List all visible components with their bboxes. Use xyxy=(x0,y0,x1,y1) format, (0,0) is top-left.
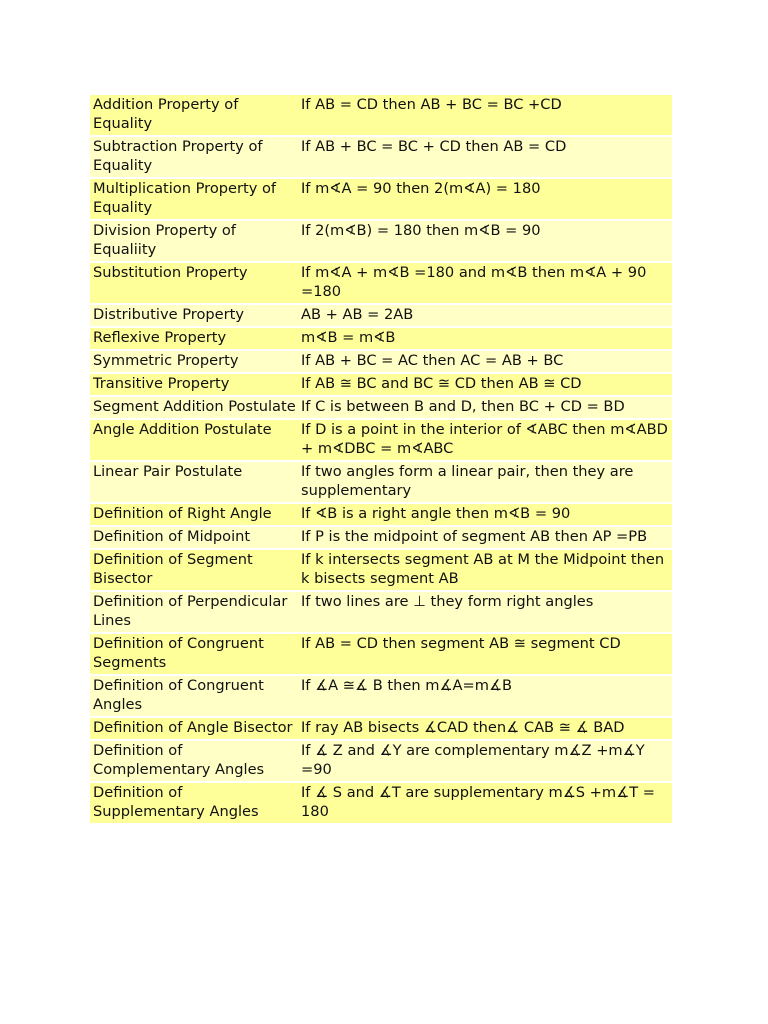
table-row xyxy=(90,504,672,525)
property-name-cell: Definition of Perpendicular Lines xyxy=(90,592,298,632)
property-name-cell: Definition of Supplementary Angles xyxy=(90,783,298,823)
property-name-cell: Definition of Congruent Segments xyxy=(90,634,298,674)
property-statement-cell: If m∢A = 90 then 2(m∢A) = 180 xyxy=(298,179,672,219)
property-name-cell: Multiplication Property of Equality xyxy=(90,179,298,219)
property-statement-cell: If AB = CD then segment AB ≅ segment CD xyxy=(298,634,672,674)
table-row xyxy=(90,263,672,303)
property-name-cell: Definition of Complementary Angles xyxy=(90,741,298,781)
table-row xyxy=(90,397,672,418)
table-row xyxy=(90,741,672,781)
property-statement-cell: If ∢B is a right angle then m∢B = 90 xyxy=(298,504,672,525)
property-statement-cell: If m∢A + m∢B =180 and m∢B then m∢A + 90 =180 xyxy=(298,263,672,303)
table-row xyxy=(90,137,672,177)
property-name-cell: Angle Addition Postulate xyxy=(90,420,298,460)
property-statement-cell: If ∡A ≅∡ B then m∡A=m∡B xyxy=(298,676,672,716)
property-name-cell: Definition of Congruent Angles xyxy=(90,676,298,716)
table-row xyxy=(90,351,672,372)
table-row xyxy=(90,95,672,135)
geometry-properties-table xyxy=(90,93,672,825)
property-name-cell: Division Property of Equaliity xyxy=(90,221,298,261)
table-row xyxy=(90,783,672,823)
property-name-cell: Definition of Right Angle xyxy=(90,504,298,525)
property-statement-cell: If two angles form a linear pair, then they are supplementary xyxy=(298,462,672,502)
property-statement-cell: m∢B = m∢B xyxy=(298,328,672,349)
property-name-cell: Addition Property of Equality xyxy=(90,95,298,135)
property-name-cell: Transitive Property xyxy=(90,374,298,395)
property-statement-cell: If D is a point in the interior of ∢ABC then m∢ABD + m∢DBC = m∢ABC xyxy=(298,420,672,460)
property-name-cell: Symmetric Property xyxy=(90,351,298,372)
property-name-cell: Reflexive Property xyxy=(90,328,298,349)
property-statement-cell: If 2(m∢B) = 180 then m∢B = 90 xyxy=(298,221,672,261)
table-row xyxy=(90,718,672,739)
table-row xyxy=(90,550,672,590)
property-statement-cell: If AB ≅ BC and BC ≅ CD then AB ≅ CD xyxy=(298,374,672,395)
table-row xyxy=(90,420,672,460)
table-row xyxy=(90,634,672,674)
table-row xyxy=(90,374,672,395)
table-row xyxy=(90,221,672,261)
property-statement-cell: If P is the midpoint of segment AB then AP =PB xyxy=(298,527,672,548)
property-statement-cell: If ray AB bisects ∡CAD then∡ CAB ≅ ∡ BAD xyxy=(298,718,672,739)
property-name-cell: Definition of Midpoint xyxy=(90,527,298,548)
table-row xyxy=(90,305,672,326)
table-row xyxy=(90,462,672,502)
property-statement-cell: If ∡ Z and ∡Y are complementary m∡Z +m∡Y =90 xyxy=(298,741,672,781)
property-name-cell: Substitution Property xyxy=(90,263,298,303)
table-row xyxy=(90,592,672,632)
property-name-cell: Definition of Segment Bisector xyxy=(90,550,298,590)
property-statement-cell: If k intersects segment AB at M the Midpoint then k bisects segment AB xyxy=(298,550,672,590)
property-statement-cell: If AB + BC = BC + CD then AB = CD xyxy=(298,137,672,177)
property-name-cell: Linear Pair Postulate xyxy=(90,462,298,502)
property-statement-cell: AB + AB = 2AB xyxy=(298,305,672,326)
table-row xyxy=(90,179,672,219)
property-name-cell: Subtraction Property of Equality xyxy=(90,137,298,177)
property-statement-cell: If AB = CD then AB + BC = BC +CD xyxy=(298,95,672,135)
table-row xyxy=(90,676,672,716)
property-name-cell: Segment Addition Postulate xyxy=(90,397,298,418)
table-row xyxy=(90,328,672,349)
property-statement-cell: If AB + BC = AC then AC = AB + BC xyxy=(298,351,672,372)
property-statement-cell: If C is between B and D, then BC + CD = BD xyxy=(298,397,672,418)
property-statement-cell: If ∡ S and ∡T are supplementary m∡S +m∡T = 180 xyxy=(298,783,672,823)
table-row xyxy=(90,527,672,548)
property-name-cell: Definition of Angle Bisector xyxy=(90,718,298,739)
table-body xyxy=(90,95,672,823)
property-name-cell: Distributive Property xyxy=(90,305,298,326)
property-statement-cell: If two lines are ⊥ they form right angles xyxy=(298,592,672,632)
